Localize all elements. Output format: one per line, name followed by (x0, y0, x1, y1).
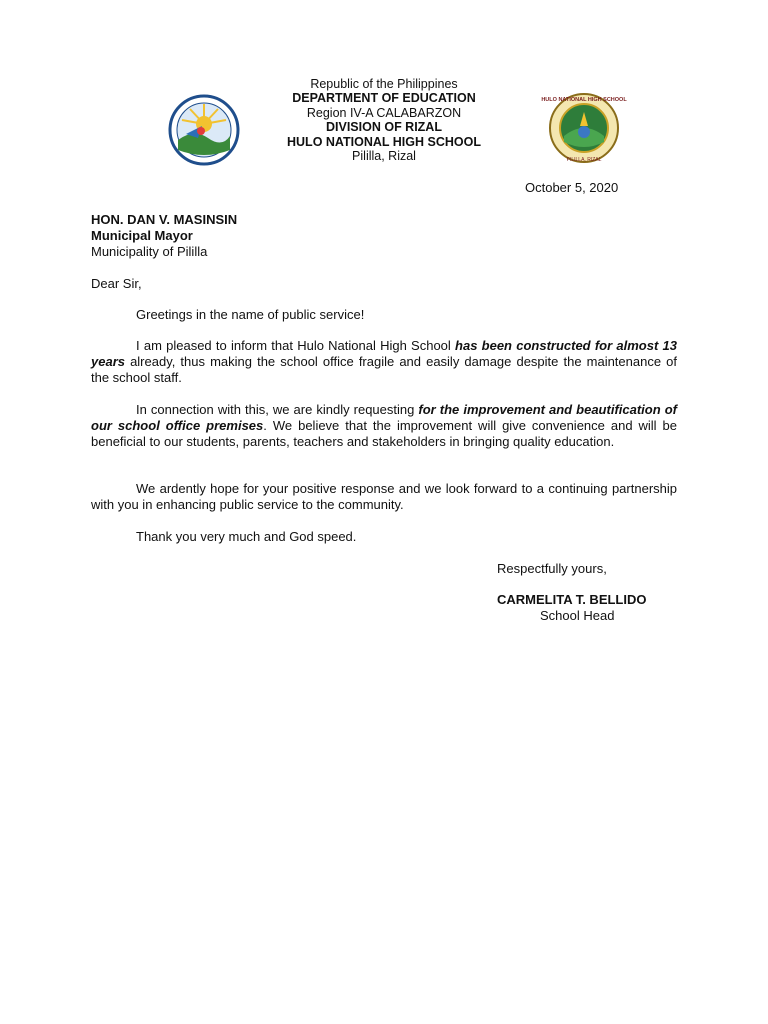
paragraph-inform-text: I am pleased to inform that Hulo National High School (136, 338, 456, 353)
paragraph-inform (91, 338, 677, 386)
paragraph-inform-emphasis: has been constructed for almost 13 years (91, 338, 677, 369)
paragraph-request-emphasis: for the improvement and beautification of our school office premises (91, 402, 677, 433)
signatory-position: School Head (540, 608, 615, 623)
signatory-name: CARMELITA T. BELLIDO (497, 592, 647, 607)
paragraph-hope: We ardently hope for your positive response and we look forward to a continuing partnership with you in enhancing public service to the community. (91, 481, 677, 512)
paragraph-thanks: Thank you very much and God speed. (136, 529, 357, 544)
recipient-block (91, 212, 237, 260)
header-region: Region IV-A CALABARZON (306, 105, 462, 120)
paragraph-request-rest: . We believe that the improvement will give convenience and will be beneficial to our students, parents, teachers and stakeholders in bringing quality education. (91, 418, 677, 449)
paragraph-greeting: Greetings in the name of public service! (136, 307, 365, 322)
header-department: DEPARTMENT OF EDUCATION (292, 91, 476, 106)
division-seal-icon (168, 94, 240, 166)
seal-subtext: PILILLA, RIZAL (566, 157, 602, 163)
recipient-office: Municipality of Pililla (91, 244, 208, 259)
letter-date: October 5, 2020 (525, 180, 619, 195)
complimentary-close: Respectfully yours, (497, 561, 607, 576)
paragraph-inform-rest: already, thus making the school office fragile and easily damage despite the maintenance of the school staff. (91, 354, 677, 385)
header-republic: Republic of the Philippines (310, 77, 458, 91)
salutation: Dear Sir, (91, 276, 142, 291)
recipient-name: HON. DAN V. MASINSIN (91, 212, 238, 227)
header-location: Pililla, Rizal (352, 148, 416, 163)
header-division: DIVISION OF RIZAL (326, 120, 442, 135)
seal-text: HULO NATIONAL HIGH SCHOOL (541, 97, 627, 103)
letterhead (254, 77, 514, 163)
paragraph-request (91, 402, 677, 450)
recipient-title: Municipal Mayor (91, 228, 193, 243)
header-school: HULO NATIONAL HIGH SCHOOL (287, 134, 481, 149)
hulo-nhs-seal-icon (541, 92, 627, 164)
paragraph-request-text: In connection with this, we are kindly requesting (136, 402, 419, 417)
